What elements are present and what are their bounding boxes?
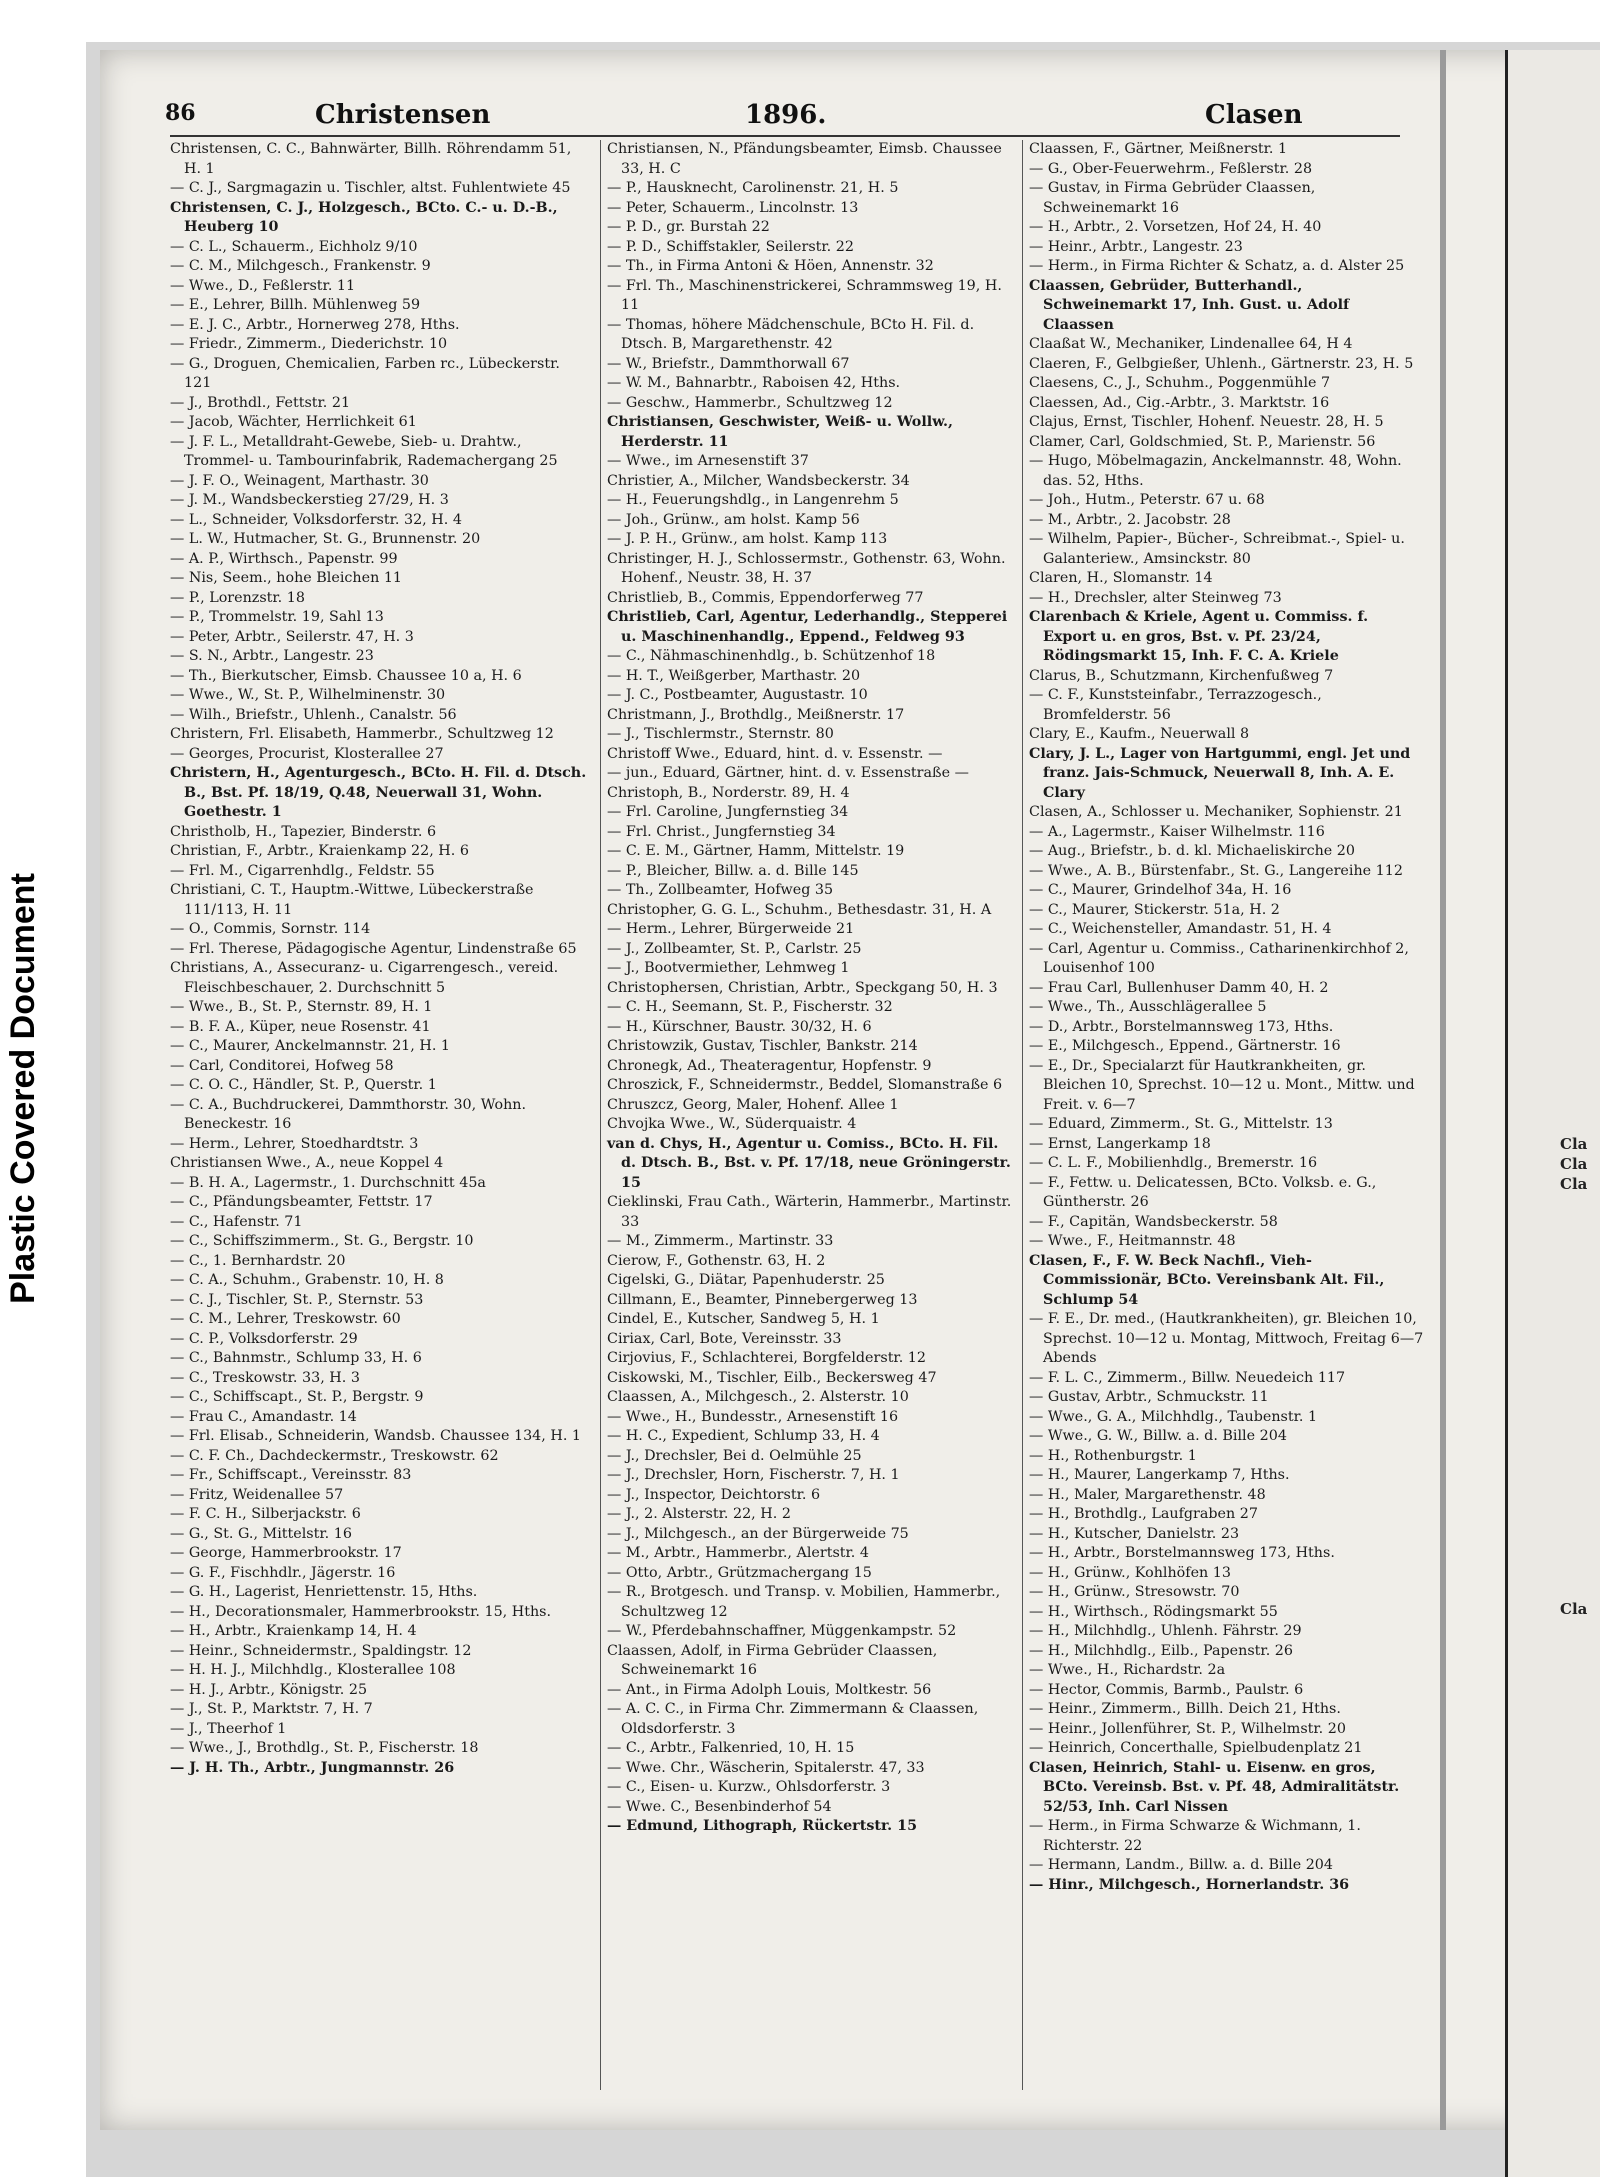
directory-entry: — Herm., Lehrer, Bürgerweide 21 xyxy=(607,921,855,937)
directory-entry: — A. P., Wirthsch., Papenstr. 99 xyxy=(170,550,398,567)
header-left-word: Christensen xyxy=(315,100,491,130)
directory-entry: — J., Theerhof 1 xyxy=(170,1720,287,1737)
directory-entry: Claassen, F., Gärtner, Meißnerstr. 1 xyxy=(1029,141,1288,157)
directory-entry: Clajus, Ernst, Tischler, Hohenf. Neuestr. 28, H. 5 xyxy=(1029,414,1384,430)
directory-entry: Christowzik, Gustav, Tischler, Bankstr. 214 xyxy=(607,1038,918,1054)
directory-entry: — Jacob, Wächter, Herrlichkeit 61 xyxy=(170,414,417,430)
directory-entry: Christian, F., Arbtr., Kraienkamp 22, H. 6 xyxy=(170,843,469,859)
column-3 xyxy=(1022,140,1424,2090)
directory-entry: — C. J., Sargmagazin u. Tischler, altst. Fuhlentwiete 45 xyxy=(170,180,571,196)
directory-entry: — J., Zollbeamter, St. P., Carlstr. 25 xyxy=(607,940,862,957)
directory-entry: — Wwe. C., Besenbinderhof 54 xyxy=(607,1798,832,1815)
directory-entry: — Joh., Grünw., am holst. Kamp 56 xyxy=(607,511,860,528)
column-1 xyxy=(170,140,590,2090)
directory-entry: Christier, A., Milcher, Wandsbeckerstr. 34 xyxy=(607,472,910,489)
directory-entry: — Friedr., Zimmerm., Diederichstr. 10 xyxy=(170,336,448,352)
directory-entry: — C. J., Tischler, St. P., Sternstr. 53 xyxy=(170,1291,424,1308)
directory-entry: — C. E. M., Gärtner, Hamm, Mittelstr. 19 xyxy=(607,843,905,859)
next-page-fragment: Cla xyxy=(1560,1175,1588,1193)
directory-entry: Clarus, B., Schutzmann, Kirchenfußweg 7 xyxy=(1029,667,1334,684)
directory-entry: — H., Arbtr., 2. Vorsetzen, Hof 24, H. 40 xyxy=(1029,219,1322,235)
directory-entry: — J., St. P., Marktstr. 7, H. 7 xyxy=(170,1701,373,1717)
directory-entry: — G., Droguen, Chemicalien, Farben rc., Lübeckerstr. 121 xyxy=(170,355,560,391)
directory-entry: — H., Maurer, Langerkamp 7, Hths. xyxy=(1029,1467,1290,1483)
directory-entry: — J. F. L., Metalldraht-Gewebe, Sieb- u. Drahtw., Trommel- u. Tambourinfabrik, Rademachergang 25 xyxy=(170,433,558,469)
directory-entry: — J., Bootvermiether, Lehmweg 1 xyxy=(607,960,850,976)
directory-entry: — J., Drechsler, Bei d. Oelmühle 25 xyxy=(607,1447,862,1464)
next-page-fragment: Cla xyxy=(1560,1155,1588,1173)
directory-entry: — Th., Zollbeamter, Hofweg 35 xyxy=(607,882,834,898)
directory-entry: — C. A., Schuhm., Grabenstr. 10, H. 8 xyxy=(170,1272,444,1288)
directory-entry: — C. P., Volksdorferstr. 29 xyxy=(170,1330,358,1347)
directory-entry: Claassen, A., Milchgesch., 2. Alsterstr. 10 xyxy=(607,1389,909,1405)
directory-entry: — H., Kutscher, Danielstr. 23 xyxy=(1029,1525,1240,1542)
directory-entry: — H., Feuerungshdlg., in Langenrehm 5 xyxy=(607,492,899,508)
directory-entry: — F., Fettw. u. Delicatessen, BCto. Volksb. e. G., Güntherstr. 26 xyxy=(1029,1174,1377,1210)
directory-entry: — P., Bleicher, Billw. a. d. Bille 145 xyxy=(607,862,859,879)
directory-entry: — Hinr., Milchgesch., Hornerlandstr. 36 xyxy=(1029,1876,1350,1893)
directory-entry: — F. C. H., Silberjackstr. 6 xyxy=(170,1506,361,1522)
directory-entry: — M., Zimmerm., Martinstr. 33 xyxy=(607,1233,834,1249)
next-page-fragment: Cla xyxy=(1560,1600,1588,1618)
directory-entry: — Heinr., Jollenführer, St. P., Wilhelmstr. 20 xyxy=(1029,1720,1346,1737)
directory-entry: Christiani, C. T., Hauptm.-Wittwe, Lübeckerstraße 111/113, H. 11 xyxy=(170,882,534,918)
directory-entry: — Geschw., Hammerbr., Schultzweg 12 xyxy=(607,394,893,411)
header-rule xyxy=(170,135,1400,137)
directory-entry: — D., Arbtr., Borstelmannsweg 173, Hths. xyxy=(1029,1018,1334,1035)
directory-entry: — Wwe., W., St. P., Wilhelminenstr. 30 xyxy=(170,687,446,703)
directory-entry: — P., Hausknecht, Carolinenstr. 21, H. 5 xyxy=(607,180,899,196)
directory-entry: Cillmann, E., Beamter, Pinnebergerweg 13 xyxy=(607,1291,918,1308)
directory-entry: — Hermann, Landm., Billw. a. d. Bille 204 xyxy=(1029,1857,1333,1873)
header-year: 1896. xyxy=(745,100,827,130)
directory-entry: — J. C., Postbeamter, Augustastr. 10 xyxy=(607,687,868,703)
directory-entry: Claessen, Ad., Cig.-Arbtr., 3. Marktstr. 16 xyxy=(1029,394,1330,411)
page-header xyxy=(165,100,1405,136)
directory-entry: — C., Maurer, Stickerstr. 51a, H. 2 xyxy=(1029,901,1280,918)
directory-entry: — H. H. J., Milchhdlg., Klosterallee 108 xyxy=(170,1662,456,1678)
directory-entry: — Wwe., G. W., Billw. a. d. Bille 204 xyxy=(1029,1428,1287,1444)
directory-entry: — Fritz, Weidenallee 57 xyxy=(170,1486,344,1503)
directory-entry: — H., Rothenburgstr. 1 xyxy=(1029,1447,1197,1464)
page-gutter-shadow xyxy=(1440,50,1446,2130)
directory-entry: — C., Maurer, Grindelhof 34a, H. 16 xyxy=(1029,882,1292,898)
directory-entry: Cigelski, G., Diätar, Papenhuderstr. 25 xyxy=(607,1272,885,1288)
directory-entry: — Heinr., Zimmerm., Billh. Deich 21, Hths. xyxy=(1029,1701,1341,1717)
directory-entry: — B. F. A., Küper, neue Rosenstr. 41 xyxy=(170,1018,431,1035)
directory-entry: — H., Arbtr., Borstelmannsweg 173, Hths. xyxy=(1029,1545,1335,1561)
directory-entry: — E., Milchgesch., Eppend., Gärtnerstr. 16 xyxy=(1029,1038,1341,1054)
directory-entry: — Peter, Arbtr., Seilerstr. 47, H. 3 xyxy=(170,628,414,645)
directory-entry: Christopher, G. G. L., Schuhm., Bethesdastr. 31, H. A xyxy=(607,901,992,918)
directory-entry: — C., Schiffszimmerm., St. G., Bergstr. 10 xyxy=(170,1233,474,1249)
directory-entry: — C. H., Seemann, St. P., Fischerstr. 32 xyxy=(607,999,893,1015)
directory-entry: — Wwe., J., Brothdlg., St. P., Fischerstr. 18 xyxy=(170,1740,479,1756)
directory-entry: Clamer, Carl, Goldschmied, St. P., Marienstr. 56 xyxy=(1029,433,1376,450)
directory-entry: — J., Drechsler, Horn, Fischerstr. 7, H. 1 xyxy=(607,1467,900,1483)
directory-entry: — C. F. Ch., Dachdeckermstr., Treskowstr. 62 xyxy=(170,1447,499,1464)
directory-entry: — J. P. H., Grünw., am holst. Kamp 113 xyxy=(607,531,888,547)
directory-entry: Christmann, J., Brothdlg., Meißnerstr. 17 xyxy=(607,706,905,723)
directory-entry: Christensen, C. J., Holzgesch., BCto. C.- u. D.-B., Heuberg 10 xyxy=(170,199,558,235)
directory-entry: — H., Milchhdlg., Uhlenh. Fährstr. 29 xyxy=(1029,1623,1302,1639)
directory-entry: Christern, H., Agenturgesch., BCto. H. Fil. d. Dtsch. B., Bst. Pf. 18/19, Q.48, Neuerwall 31, Wohn. Goethestr. 1 xyxy=(170,765,587,820)
directory-entry: — Heinrich, Concerthalle, Spielbudenplatz 21 xyxy=(1029,1740,1363,1756)
directory-entry: — Eduard, Zimmerm., St. G., Mittelstr. 13 xyxy=(1029,1116,1333,1132)
directory-entry: — H., Decorationsmaler, Hammerbrookstr. 15, Hths. xyxy=(170,1603,552,1620)
directory-entry: — J., Tischlermstr., Sternstr. 80 xyxy=(607,726,834,742)
next-page-fragment: Cla xyxy=(1560,1135,1588,1153)
directory-entry: Christiansen Wwe., A., neue Koppel 4 xyxy=(170,1155,444,1171)
directory-entry: — Frl. Elisab., Schneiderin, Wandsb. Chaussee 134, H. 1 xyxy=(170,1428,582,1444)
directory-entry: — H., Milchhdlg., Eilb., Papenstr. 26 xyxy=(1029,1642,1293,1659)
directory-entry: — A. C. C., in Firma Chr. Zimmermann & Claassen, Oldsdorferstr. 3 xyxy=(607,1701,979,1737)
directory-entry: — Frau C., Amandastr. 14 xyxy=(170,1408,357,1425)
directory-entry: — C. M., Lehrer, Treskowstr. 60 xyxy=(170,1311,401,1327)
directory-entry: — Frl. Therese, Pädagogische Agentur, Lindenstraße 65 xyxy=(170,940,577,957)
directory-entry: — H. T., Weißgerber, Marthastr. 20 xyxy=(607,667,861,684)
directory-entry: — C. O. C., Händler, St. P., Querstr. 1 xyxy=(170,1077,437,1093)
directory-entry: — M., Arbtr., 2. Jacobstr. 28 xyxy=(1029,511,1231,528)
directory-entry: — Peter, Schauerm., Lincolnstr. 13 xyxy=(607,199,859,216)
directory-entry: — Ant., in Firma Adolph Louis, Moltkestr. 56 xyxy=(607,1681,932,1698)
directory-entry: — C. L. F., Mobilienhdlg., Bremerstr. 16 xyxy=(1029,1155,1318,1171)
directory-entry: Christlieb, Carl, Agentur, Lederhandlg., Stepperei u. Maschinenhandlg., Eppend., Feldweg 93 xyxy=(607,609,1008,645)
directory-entry: — G. F., Fischhdlr., Jägerstr. 16 xyxy=(170,1564,396,1581)
directory-entry: — L. W., Hutmacher, St. G., Brunnenstr. 20 xyxy=(170,531,481,547)
column-2 xyxy=(600,140,1017,2090)
directory-entry: — G., St. G., Mittelstr. 16 xyxy=(170,1525,352,1542)
directory-entry: — P., Trommelstr. 19, Sahl 13 xyxy=(170,609,384,625)
directory-entry: — J. M., Wandsbeckerstieg 27/29, H. 3 xyxy=(170,492,449,508)
directory-entry: — Wwe., Th., Ausschlägerallee 5 xyxy=(1029,999,1267,1015)
directory-entry: — F. E., Dr. med., (Hautkrankheiten), gr. Bleichen 10, Sprechst. 10—12 u. Montag, Mittwoch, Freitag 6—7 Abends xyxy=(1029,1311,1424,1366)
directory-entry: — C. F., Kunststeinfabr., Terrazzogesch., Bromfelderstr. 56 xyxy=(1029,687,1322,723)
directory-entry: — H., Grünw., Kohlhöfen 13 xyxy=(1029,1564,1231,1581)
directory-entry: — H., Maler, Margarethenstr. 48 xyxy=(1029,1486,1266,1503)
directory-entry: — O., Commis, Sornstr. 114 xyxy=(170,921,371,937)
directory-entry: — Frau Carl, Bullenhuser Damm 40, H. 2 xyxy=(1029,979,1329,996)
directory-entry: — L., Schneider, Volksdorferstr. 32, H. 4 xyxy=(170,511,462,528)
plastic-covered-label xyxy=(0,0,46,2177)
directory-entry: Ciskowski, M., Tischler, Eilb., Beckersweg 47 xyxy=(607,1369,937,1386)
directory-entry: — Aug., Briefstr., b. d. kl. Michaeliskirche 20 xyxy=(1029,843,1355,859)
directory-entry: — Wwe., im Arnesenstift 37 xyxy=(607,453,809,469)
directory-entry: Christoff Wwe., Eduard, hint. d. v. Essenstr. — xyxy=(607,745,943,762)
directory-entry: — H. J., Arbtr., Königstr. 25 xyxy=(170,1681,368,1698)
directory-entry: — Edmund, Lithograph, Rückertstr. 15 xyxy=(607,1818,918,1834)
directory-entry: Christians, A., Assecuranz- u. Cigarrengesch., vereid. Fleischbeschauer, 2. Durchschnitt 5 xyxy=(170,960,559,996)
directory-entry: — Ernst, Langerkamp 18 xyxy=(1029,1135,1211,1152)
directory-entry: Christern, Frl. Elisabeth, Hammerbr., Schultzweg 12 xyxy=(170,726,554,742)
directory-entry: — George, Hammerbrookstr. 17 xyxy=(170,1545,402,1561)
side-label-text: Plastic Covered Document xyxy=(3,873,42,1304)
directory-entry: — Th., in Firma Antoni & Höen, Annenstr. 32 xyxy=(607,258,934,274)
directory-entry: — Hugo, Möbelmagazin, Anckelmannstr. 48, Wohn. das. 52, Hths. xyxy=(1029,453,1402,489)
directory-entry: Chronegk, Ad., Theateragentur, Hopfenstr. 9 xyxy=(607,1057,932,1074)
directory-entry: — Frl. Christ., Jungfernstieg 34 xyxy=(607,823,836,840)
directory-entry: — Herm., Lehrer, Stoedhardtstr. 3 xyxy=(170,1135,419,1152)
directory-entry: Claassen, Gebrüder, Butterhandl., Schweinemarkt 17, Inh. Gust. u. Adolf Claassen xyxy=(1029,277,1350,333)
directory-entry: — C. L., Schauerm., Eichholz 9/10 xyxy=(170,238,418,255)
directory-entry: Clary, E., Kaufm., Neuerwall 8 xyxy=(1029,726,1250,742)
directory-entry: — S. N., Arbtr., Langestr. 23 xyxy=(170,648,374,664)
directory-entry: — Wwe., D., Feßlerstr. 11 xyxy=(170,277,356,294)
directory-entry: — J., Brothdl., Fettstr. 21 xyxy=(170,394,351,411)
directory-entry: — H., Grünw., Stresowstr. 70 xyxy=(1029,1584,1240,1600)
directory-entry: — Wwe., H., Richardstr. 2a xyxy=(1029,1662,1226,1678)
directory-entry: — Wwe., A. B., Bürstenfabr., St. G., Langereihe 112 xyxy=(1029,862,1403,879)
directory-entry: — F., Capitän, Wandsbeckerstr. 58 xyxy=(1029,1213,1278,1230)
directory-entry: — Wwe., H., Bundesstr., Arnesenstift 16 xyxy=(607,1408,899,1425)
directory-entry: — M., Arbtr., Hammerbr., Alertstr. 4 xyxy=(607,1545,869,1561)
directory-entry: — J. F. O., Weinagent, Marthastr. 30 xyxy=(170,472,429,489)
directory-entry: Christiansen, N., Pfändungsbeamter, Eimsb. Chaussee 33, H. C xyxy=(607,141,1002,177)
directory-entry: — Th., Bierkutscher, Eimsb. Chaussee 10 a, H. 6 xyxy=(170,667,522,684)
directory-entry: — J. H. Th., Arbtr., Jungmannstr. 26 xyxy=(170,1759,455,1776)
directory-entry: — C. A., Buchdruckerei, Dammthorstr. 30, Wohn. Beneckestr. 16 xyxy=(170,1096,527,1132)
directory-entry: — P., Lorenzstr. 18 xyxy=(170,589,305,606)
directory-entry: — P. D., Schiffstakler, Seilerstr. 22 xyxy=(607,238,854,255)
directory-entry: — H., Drechsler, alter Steinweg 73 xyxy=(1029,589,1282,606)
header-right-word: Clasen xyxy=(1205,100,1303,130)
directory-entry: — Carl, Agentur u. Commiss., Catharinenkirchhof 2, Louisenhof 100 xyxy=(1029,940,1409,976)
directory-entry: — Wwe. Chr., Wäscherin, Spitalerstr. 47, 33 xyxy=(607,1759,925,1776)
directory-entry: Claesens, C., J., Schuhm., Poggenmühle 7 xyxy=(1029,375,1331,391)
directory-entry: — H., Wirthsch., Rödingsmarkt 55 xyxy=(1029,1603,1278,1620)
next-page-edge xyxy=(1505,50,1600,2177)
directory-entry: — Frl. M., Cigarrenhdlg., Feldstr. 55 xyxy=(170,862,435,879)
directory-entry: — C., Schiffscapt., St. P., Bergstr. 9 xyxy=(170,1389,424,1405)
directory-entry: — Herm., in Firma Richter & Schatz, a. d. Alster 25 xyxy=(1029,258,1405,274)
directory-entry: — E., Dr., Specialarzt für Hautkrankheiten, gr. Bleichen 10, Sprechst. 10—12 u. Mont., Mittw. und Freit. v. 6—7 xyxy=(1029,1057,1415,1113)
directory-entry: — Wilh., Briefstr., Uhlenh., Canalstr. 56 xyxy=(170,706,457,723)
directory-entry: — J., Milchgesch., an der Bürgerweide 75 xyxy=(607,1525,909,1542)
directory-entry: Cieklinski, Frau Cath., Wärterin, Hammerbr., Martinstr. 33 xyxy=(607,1194,1012,1230)
directory-entry: — Joh., Hutm., Peterstr. 67 u. 68 xyxy=(1029,492,1265,508)
directory-entry: Cirjovius, F., Schlachterei, Borgfelderstr. 12 xyxy=(607,1350,926,1366)
directory-entry: Claassen, Adolf, in Firma Gebrüder Claassen, Schweinemarkt 16 xyxy=(607,1642,938,1678)
directory-entry: Christholb, H., Tapezier, Binderstr. 6 xyxy=(170,823,437,840)
directory-entry: — Otto, Arbtr., Grützmachergang 15 xyxy=(607,1564,872,1581)
directory-entry: Clasen, A., Schlosser u. Mechaniker, Sophienstr. 21 xyxy=(1029,804,1403,820)
directory-entry: — F. L. C., Zimmerm., Billw. Neuedeich 117 xyxy=(1029,1369,1346,1386)
directory-entry: — C., Arbtr., Falkenried, 10, H. 15 xyxy=(607,1740,855,1756)
directory-entry: — W., Briefstr., Dammthorwall 67 xyxy=(607,355,850,372)
directory-entry: — Hector, Commis, Barmb., Paulstr. 6 xyxy=(1029,1681,1304,1698)
directory-entry: — P. D., gr. Burstah 22 xyxy=(607,219,770,235)
directory-entry: — Fr., Schiffscapt., Vereinsstr. 83 xyxy=(170,1467,412,1483)
directory-entry: — E. J. C., Arbtr., Hornerweg 278, Hths. xyxy=(170,316,460,333)
directory-entry: — J., 2. Alsterstr. 22, H. 2 xyxy=(607,1506,791,1522)
directory-entry: Cierow, F., Gothenstr. 63, H. 2 xyxy=(607,1252,826,1269)
directory-entry: Clasen, Heinrich, Stahl- u. Eisenw. en gros, BCto. Vereinsb. Bst. v. Pf. 48, Admiralitätstr. 52/53, Inh. Carl Nissen xyxy=(1029,1759,1400,1815)
directory-entry: Christlieb, B., Commis, Eppendorferweg 77 xyxy=(607,589,924,606)
directory-entry: — Thomas, höhere Mädchenschule, BCto H. Fil. d. Dtsch. B, Margarethenstr. 42 xyxy=(607,316,975,352)
directory-entry: — C., Treskowstr. 33, H. 3 xyxy=(170,1369,360,1386)
directory-entry: — A., Lagermstr., Kaiser Wilhelmstr. 116 xyxy=(1029,823,1325,840)
directory-entry: — C., Maurer, Anckelmannstr. 21, H. 1 xyxy=(170,1038,451,1054)
directory-entry: — H., Brothdlg., Laufgraben 27 xyxy=(1029,1506,1258,1522)
directory-entry: — Nis, Seem., hohe Bleichen 11 xyxy=(170,570,403,586)
directory-entry: Clary, J. L., Lager von Hartgummi, engl. Jet und franz. Jais-Schmuck, Neuerwall 8, Inh. A. E. Clary xyxy=(1029,745,1411,801)
directory-entry: Claaßat W., Mechaniker, Lindenallee 64, H 4 xyxy=(1029,336,1353,352)
directory-entry: — Georges, Procurist, Klosterallee 27 xyxy=(170,745,444,762)
directory-entry: Chvojka Wwe., W., Süderquaistr. 4 xyxy=(607,1116,857,1132)
directory-entry: — G., Ober-Feuerwehrm., Feßlerstr. 28 xyxy=(1029,160,1313,177)
directory-entry: — Wwe., F., Heitmannstr. 48 xyxy=(1029,1233,1236,1249)
directory-entry: Clarenbach & Kriele, Agent u. Commiss. f. Export u. en gros, Bst. v. Pf. 23/24, Rödingsmarkt 15, Inh. F. C. A. Kriele xyxy=(1029,609,1369,664)
directory-entry: — Wwe., G. A., Milchhdlg., Taubenstr. 1 xyxy=(1029,1408,1318,1425)
directory-entry: Christensen, C. C., Bahnwärter, Billh. Röhrendamm 51, H. 1 xyxy=(170,141,572,177)
page-number: 86 xyxy=(165,100,196,126)
directory-entry: — H., Arbtr., Kraienkamp 14, H. 4 xyxy=(170,1623,417,1639)
directory-entry: — G. H., Lagerist, Henriettenstr. 15, Hths. xyxy=(170,1584,478,1600)
directory-entry: — C., Nähmaschinenhdlg., b. Schützenhof 18 xyxy=(607,648,936,664)
directory-entry: Claren, H., Slomanstr. 14 xyxy=(1029,570,1213,586)
directory-entry: Chruszcz, Georg, Maler, Hohenf. Allee 1 xyxy=(607,1096,899,1113)
directory-entry: — R., Brotgesch. und Transp. v. Mobilien, Hammerbr., Schultzweg 12 xyxy=(607,1584,1001,1620)
directory-entry: Cindel, E., Kutscher, Sandweg 5, H. 1 xyxy=(607,1311,880,1327)
directory-entry: Chroszick, F., Schneidermstr., Beddel, Slomanstraße 6 xyxy=(607,1077,1003,1093)
directory-entry: — Heinr., Schneidermstr., Spaldingstr. 12 xyxy=(170,1642,472,1659)
directory-entry: — jun., Eduard, Gärtner, hint. d. v. Essenstraße — xyxy=(607,765,969,781)
directory-entry: — Frl. Th., Maschinenstrickerei, Schrammsweg 19, H. 11 xyxy=(607,277,1002,313)
directory-entry: — Herm., in Firma Schwarze & Wichmann, 1. Richterstr. 22 xyxy=(1029,1818,1361,1854)
directory-entry: Christophersen, Christian, Arbtr., Speckgang 50, H. 3 xyxy=(607,979,998,996)
directory-entry: — Carl, Conditorei, Hofweg 58 xyxy=(170,1057,394,1074)
directory-entry: — C., Eisen- u. Kurzw., Ohlsdorferstr. 3 xyxy=(607,1779,891,1795)
directory-entry: — H. C., Expedient, Schlump 33, H. 4 xyxy=(607,1428,880,1444)
directory-entry: van d. Chys, H., Agentur u. Comiss., BCto. H. Fil. d. Dtsch. B., Bst. v. Pf. 17/18, neue Gröningerstr. 15 xyxy=(607,1135,1011,1191)
directory-entry: Ciriax, Carl, Bote, Vereinsstr. 33 xyxy=(607,1330,842,1347)
directory-entry: — W., Pferdebahnschaffner, Müggenkampstr. 52 xyxy=(607,1623,957,1639)
directory-entry: — J., Inspector, Deichtorstr. 6 xyxy=(607,1486,821,1503)
directory-entry: — C., Weichensteller, Amandastr. 51, H. 4 xyxy=(1029,921,1332,937)
directory-entry: Christoph, B., Norderstr. 89, H. 4 xyxy=(607,784,850,801)
directory-entry: — Wwe., B., St. P., Sternstr. 89, H. 1 xyxy=(170,999,433,1015)
directory-entry: — C., Hafenstr. 71 xyxy=(170,1213,303,1230)
directory-entry: — W. M., Bahnarbtr., Raboisen 42, Hths. xyxy=(607,375,901,391)
directory-entry: — C. M., Milchgesch., Frankenstr. 9 xyxy=(170,258,431,274)
directory-entry: — B. H. A., Lagermstr., 1. Durchschnitt 45a xyxy=(170,1174,486,1191)
directory-entry: Claeren, F., Gelbgießer, Uhlenh., Gärtnerstr. 23, H. 5 xyxy=(1029,355,1414,372)
directory-entry: — H., Kürschner, Baustr. 30/32, H. 6 xyxy=(607,1018,872,1035)
directory-entry: — Gustav, Arbtr., Schmuckstr. 11 xyxy=(1029,1389,1269,1405)
directory-entry: — Wilhelm, Papier-, Bücher-, Schreibmat.-, Spiel- u. Galanteriew., Amsinckstr. 80 xyxy=(1029,531,1405,567)
directory-entry: Christinger, H. J., Schlossermstr., Gothenstr. 63, Wohn. Hohenf., Neustr. 38, H. 37 xyxy=(607,550,1006,586)
directory-entry: — Gustav, in Firma Gebrüder Claassen, Schweinemarkt 16 xyxy=(1029,180,1316,216)
directory-entry: Clasen, F., F. W. Beck Nachfl., Vieh-Commissionär, BCto. Vereinsbank Alt. Fil., Schlump 54 xyxy=(1029,1252,1385,1308)
directory-entry: — C., Bahnmstr., Schlump 33, H. 6 xyxy=(170,1350,422,1366)
directory-entry: Christiansen, Geschwister, Weiß- u. Wollw., Herderstr. 11 xyxy=(607,414,954,450)
directory-entry: — C., Pfändungsbeamter, Fettstr. 17 xyxy=(170,1194,433,1210)
directory-entry: — E., Lehrer, Billh. Mühlenweg 59 xyxy=(170,297,421,313)
directory-entry: — Frl. Caroline, Jungfernstieg 34 xyxy=(607,804,849,820)
directory-entry: — C., 1. Bernhardstr. 20 xyxy=(170,1252,346,1269)
directory-entry: — Heinr., Arbtr., Langestr. 23 xyxy=(1029,238,1243,255)
